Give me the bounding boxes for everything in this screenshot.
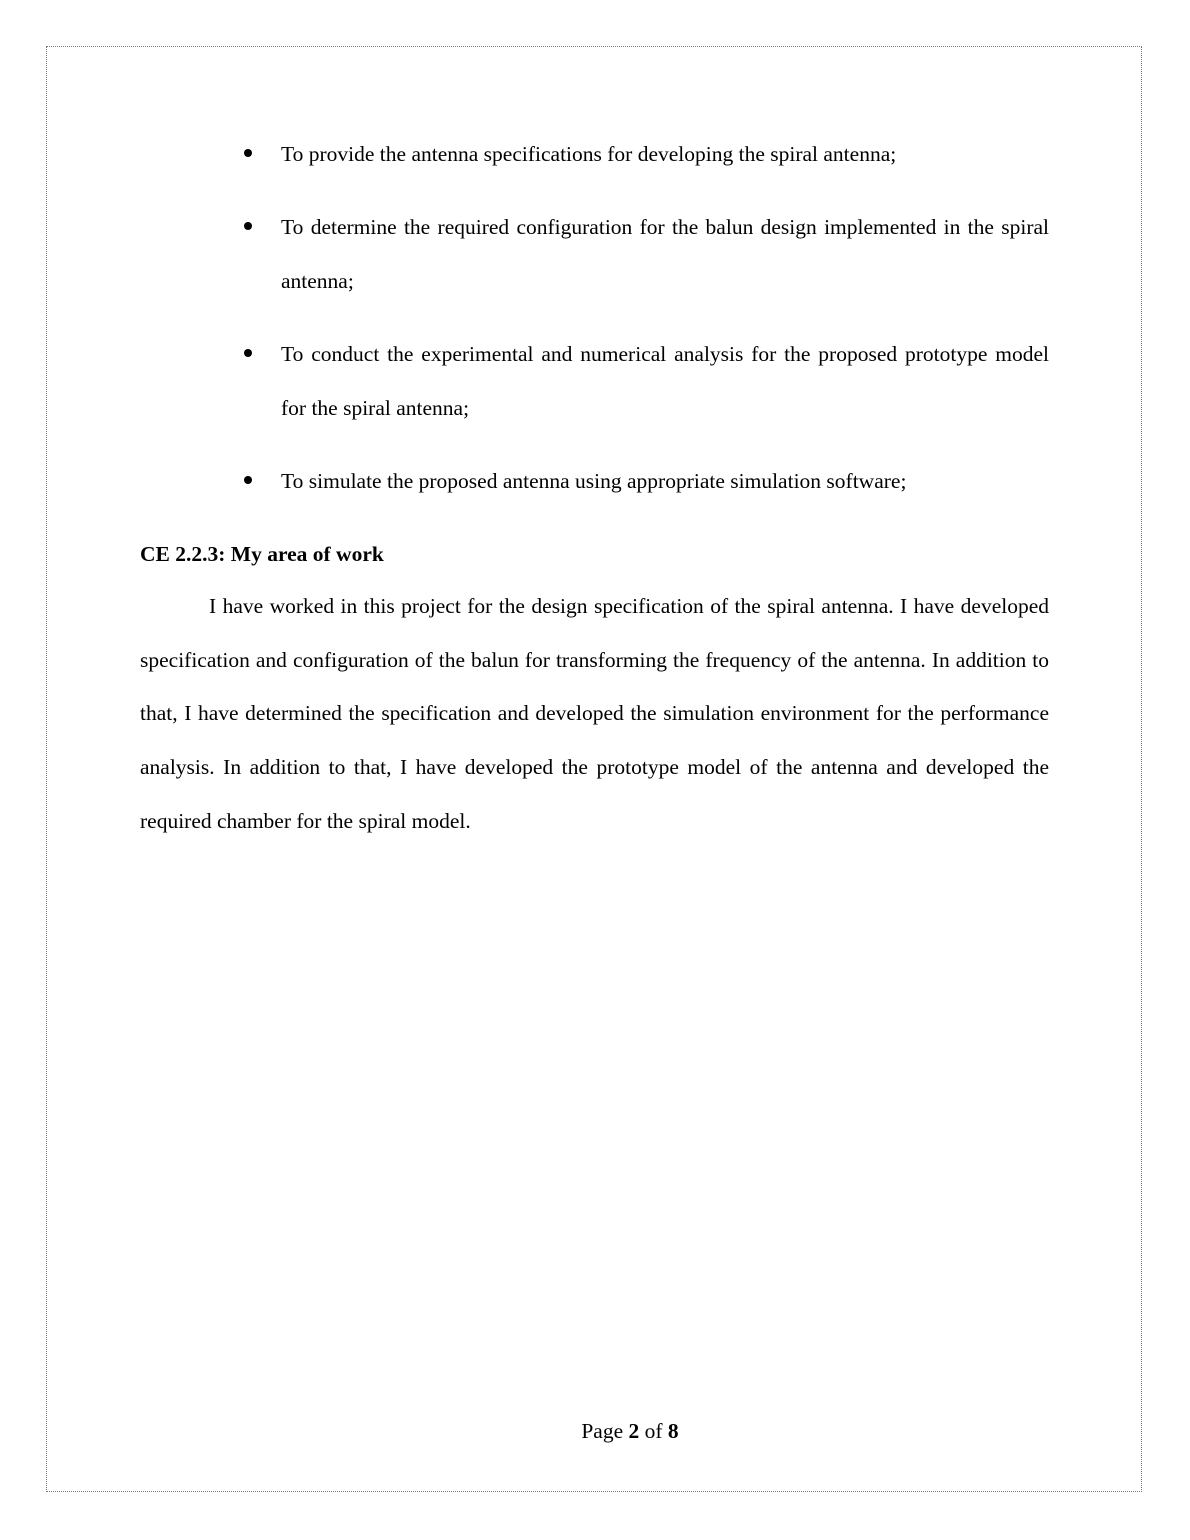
total-pages-number: 8 (667, 1419, 679, 1443)
page-label: Page (581, 1419, 624, 1443)
list-item (281, 200, 1049, 308)
bullet-icon (244, 222, 252, 230)
list-item (281, 127, 1049, 181)
list-item-text: To determine the required configuration for the balun design implemented in the spiral antenna; (281, 215, 1049, 293)
page-footer (0, 1404, 1190, 1458)
bullet-icon (244, 349, 252, 357)
list-item-text: To conduct the experimental and numerical analysis for the proposed prototype model for the spiral antenna; (281, 342, 1049, 420)
bullet-icon (244, 149, 252, 157)
of-label: of (644, 1419, 663, 1443)
bullet-icon (244, 476, 252, 484)
list-item (281, 454, 1049, 508)
section-heading: CE 2.2.3: My area of work (140, 542, 384, 566)
list-item-text: To provide the antenna specifications for developing the spiral antenna; (281, 142, 897, 166)
list-item (281, 327, 1049, 435)
list-item-text: To simulate the proposed antenna using appropriate simulation software; (281, 469, 907, 493)
body-paragraph: I have worked in this project for the design specification of the spiral antenna. I have developed specification and configuration of the balun for transforming the frequency of the antenna. In addition to that, I have determined the specification and developed the simulation environment for the performance analysis. In addition to that, I have developed the prototype model of the antenna and developed the required chamber for the spiral model. (140, 594, 1049, 833)
current-page-number: 2 (628, 1419, 640, 1443)
